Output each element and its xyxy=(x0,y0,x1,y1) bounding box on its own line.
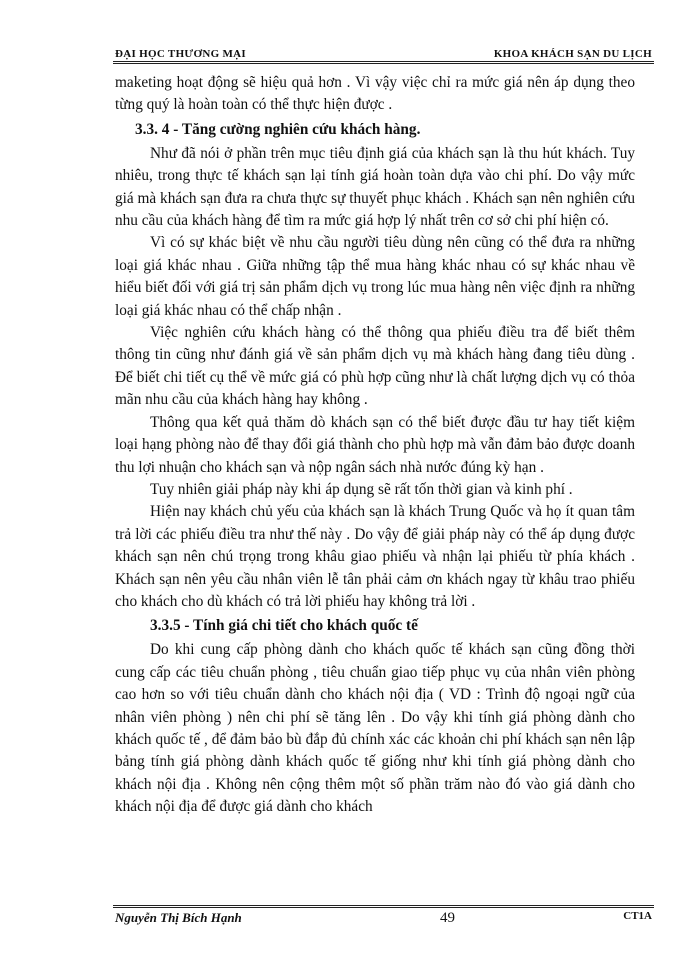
paragraph-6: Tuy nhiên giải pháp này khi áp dụng sẽ rất tốn thời gian và kinh phí . xyxy=(150,480,573,498)
paragraph-5: Thông qua kết quả thăm dò khách sạn có thể biết được đầu tư hay tiết kiệm loại hạng phòng nào để thay đổi giá thành cho phù hợp mà vẫn đảm bảo được doanh thu lợi nhuận cho khách sạn và nộp ngân sách nhà nước đúng kỳ hạn . xyxy=(115,413,635,476)
paragraph-2: Như đã nói ở phần trên mục tiêu định giá của khách sạn là thu hút khách. Tuy nhiêu, trong thực tế khách sạn lại tính giá hoàn toàn dựa vào chi phí. Do vậy mức giá mà khách sạn đưa ra chưa thực sự thuyết phục khách . Khách sạn nên nghiên cứu nhu cầu của khách hàng để tìm ra mức giá hợp lý nhất trên cơ sở chi phí hiện có. xyxy=(115,144,635,230)
document-body xyxy=(115,72,635,819)
footer-author: Nguyễn Thị Bích Hạnh xyxy=(115,910,242,925)
paragraph-1: maketing hoạt động sẽ hiệu quả hơn . Vì vậy việc chỉ ra mức giá nên áp dụng theo từng quý là hoàn toàn có thể thực hiện được . xyxy=(115,74,635,114)
paragraph-3: Vì có sự khác biệt về nhu cầu người tiêu dùng nên cũng có thể đưa ra những loại giá khác nhau . Giữa những tập thể mua hàng khác nhau có sự khác nhau về hiểu biết đối với giá trị sản phẩm dịch vụ trong lúc mua hàng nên việc định ra những loại giá khác nhau có thể chấp nhận . xyxy=(115,234,635,319)
section-heading-3-3-5: 3.3.5 - Tính giá chi tiết cho khách quốc tế xyxy=(150,617,418,635)
page-footer xyxy=(115,910,652,930)
header-divider xyxy=(113,61,654,64)
footer-class-code: CT1A xyxy=(623,910,652,922)
page-header xyxy=(115,40,652,60)
header-faculty: KHOA KHÁCH SẠN DU LỊCH xyxy=(493,48,652,60)
header-university: ĐẠI HỌC THƯƠNG MẠI xyxy=(115,48,246,60)
page-number: 49 xyxy=(440,910,456,926)
paragraph-8: Do khi cung cấp phòng dành cho khách quốc tế khách sạn cũng đồng thời cung cấp các tiêu chuẩn phòng , tiêu chuẩn giao tiếp phục vụ của nhân viên phòng cao hơn so với tiêu chuẩn dành cho khách nội địa ( VD : Trình độ ngoại ngữ của nhân viên phòng ) nên chi phí sẽ tăng lên . Do vậy khi tính giá phòng dành cho khách quốc tế , để đảm bảo bù đắp đủ chính xác các khoản chi phí khách sạn nên lập bảng tính giá phòng dành khách quốc tế giống như khi tính giá phòng dành cho khách nội địa . Không nên cộng thêm một số phần trăm nào đó vào giá dành cho khách nội địa để được giá dành cho khách xyxy=(115,641,635,816)
footer-divider xyxy=(113,905,654,908)
paragraph-4: Việc nghiên cứu khách hàng có thể thông qua phiếu điều tra để biết thêm thông tin cũng như đánh giá về sản phẩm dịch vụ mà khách hàng đang tiêu dùng . Để biết chi tiết cụ thể về mức giá có phù hợp cũng như là chất lượng dịch vụ có thỏa mãn nhu cầu của khách hàng hay không . xyxy=(115,324,635,409)
paragraph-7: Hiện nay khách chủ yếu của khách sạn là khách Trung Quốc và họ ít quan tâm trả lời các phiếu điều tra như thế này . Do vậy để giải pháp này có thể áp dụng được khách sạn nên chú trọng trong khâu giao phiếu và nhận lại phiếu từ phía khách . Khách sạn nên yêu cầu nhân viên lễ tân phải cảm ơn khách ngay từ khâu trao phiếu cho khách cho dù khách có trả lời phiếu hay không trả lời . xyxy=(115,503,635,610)
section-heading-3-3-4: 3.3. 4 - Tăng cường nghiên cứu khách hàng. xyxy=(135,120,421,138)
